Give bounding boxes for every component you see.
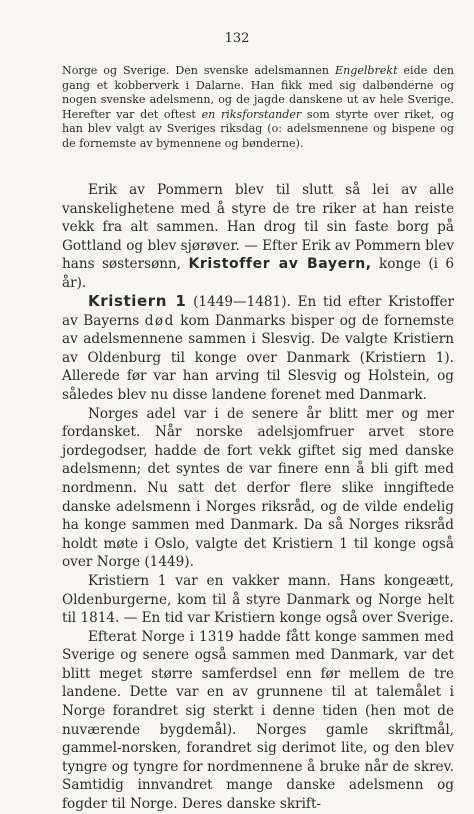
kristiern-section — [62, 292, 454, 814]
intro-paragraph: Norge og Sverige. Den svenske adelsmannen Engelbrekt eide den gang et kobberverk i Dalarne. Han fikk med sig dalbønderne og nogen svenske adelsmenn, og de jagde danskene ut av hele Sverige. Herefter var det oftest en riksforstander som styrte over riket, og han blev valgt av Sveriges riksdag (o: adelsmennene og bispene og de fornemste av bymennene og bønderne). — [62, 64, 454, 150]
page-number: 132 — [224, 31, 250, 46]
section-heading: Kristiern 1 — [88, 292, 187, 310]
erik-paragraph: Erik av Pommern blev til slutt så lei av alle vanskelighetene med å styre de tre riker at han reiste vekk fra alt sammen. Han drog til sin faste borg på Gottland og blev sjørøver. — Efter Erik av Pommern blev hans søstersønn, Kristoffer av Bayern, konge (i 6 år). — [62, 182, 454, 291]
paragraph-adel: Norges adel var i de senere år blitt mer og mer fordansket. Når norske adelsjomfruer arvet store jordegodser, hadde de fort vekk giftet sig med danske adelsmenn; det syntes de var finere enn å bli gift med nordmenn. Nu satt det derfor flere slike inngiftede danske adelsmenn i Norges riksråd, og de vilde endelig ha konge sammen med Danmark. Da så Norges riksråd holdt møte i Oslo, valgte det Kristiern 1 til konge også over Norge (1449). — [62, 405, 454, 571]
paragraph-kristiern: Kristiern 1 var en vakker mann. Hans kongeætt, Oldenburgerne, kom til å styre Danmark og Norge helt til 1814. — En tid var Kristiern konge også over Sverige. — [62, 572, 454, 627]
paragraph-efterat: Efterat Norge i 1319 hadde fått konge sammen med Sverige og senere også sammen med Danmark, var det blitt meget større samferdsel enn før mellem de tre landene. Dette var en av grunnene til at talemålet i Norge forandret sig sterkt i denne tiden (hen mot de nuværende bygdemål). Norges gamle skriftmål, gammel-norsken, forandret sig derimot lite, og den blev tyngre og tyngre for nordmennene å bruke når de skrev. Samtidig innvandret mange danske adelsmenn og fogder til Norge. Deres danske skrift- — [62, 628, 454, 813]
kristiern-intro: Kristiern 1 (1449—1481). En tid efter Kristoffer av Bayerns død kom Danmarks bisper og de fornemste av adelsmennene sammen i Slesvig. De valgte Kristiern av Oldenburg til konge over Danmark (Kristiern 1). Allerede før var han arving til Slesvig og Holstein, og således blev nu disse landene forenet med Danmark. — [62, 292, 454, 403]
kristoffer-name: Kristoffer av Bayern, — [188, 256, 372, 273]
